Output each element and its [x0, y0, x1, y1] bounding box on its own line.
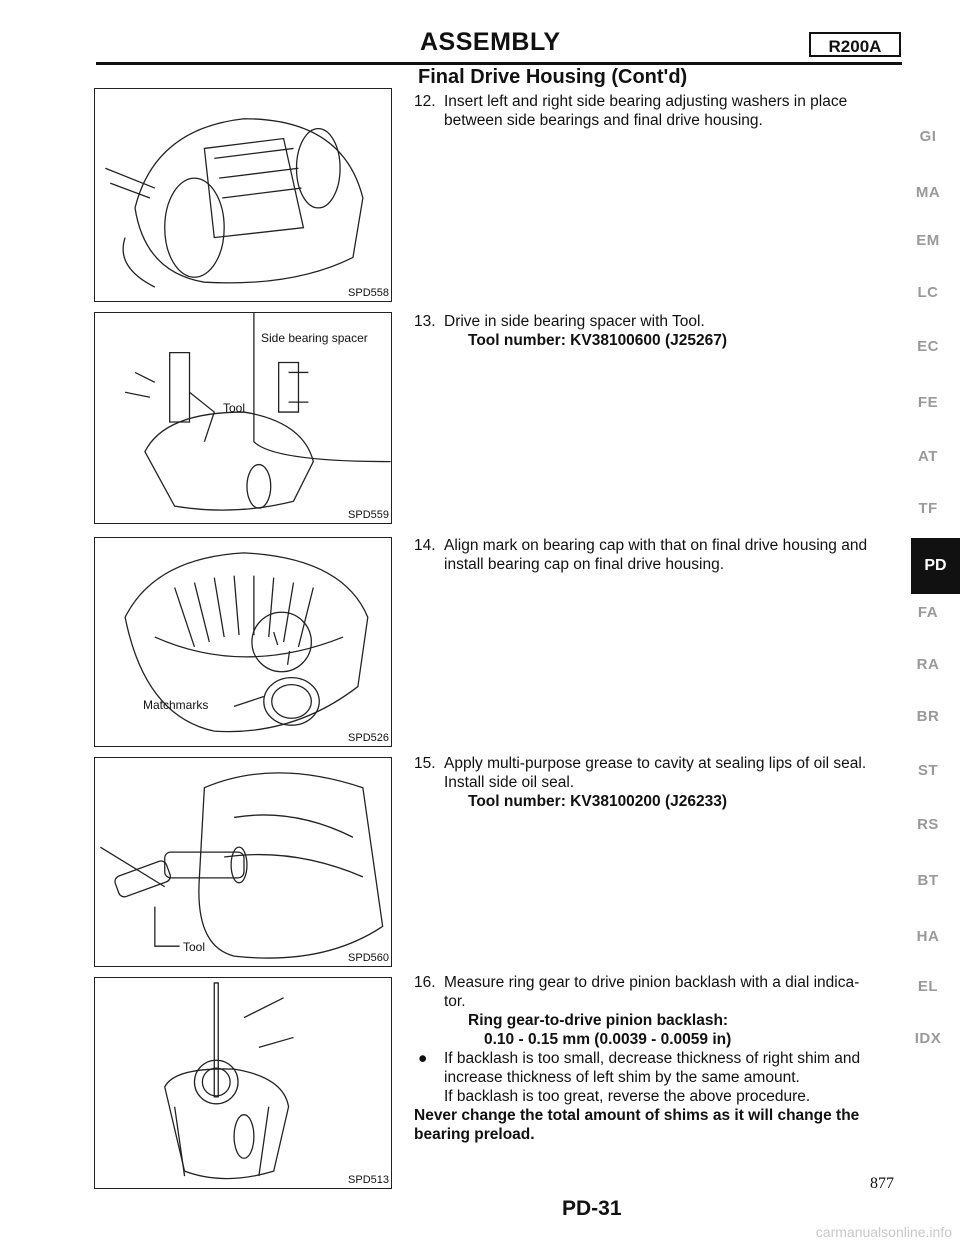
step-16 [414, 973, 910, 1144]
step-number: 15. [414, 755, 436, 772]
side-tab-ec[interactable]: EC [917, 338, 939, 355]
side-tab-em[interactable]: EM [916, 232, 940, 249]
side-tab-idx[interactable]: IDX [914, 1030, 942, 1047]
step-number: 13. [414, 313, 436, 330]
model-code-badge: R200A [809, 32, 901, 57]
watermark: carmanualsonline.info [815, 1224, 952, 1240]
bullet-dot: ● [418, 1050, 428, 1067]
side-tab-br[interactable]: BR [916, 708, 940, 725]
step-12 [414, 92, 910, 130]
spec-value: 0.10 - 0.15 mm (0.0039 - 0.0059 in) [484, 1031, 732, 1048]
figure-spd526 [94, 537, 392, 747]
label-matchmarks: Matchmarks [143, 698, 209, 712]
bearing-cap-matchmark-illustration [95, 538, 391, 746]
side-tab-tf[interactable]: TF [918, 500, 938, 517]
tool-number: Tool number: KV38100600 (J25267) [468, 332, 728, 349]
step-14 [414, 536, 910, 574]
step-text: Install side oil seal. [444, 774, 575, 791]
step-text: Measure ring gear to drive pinion backlash with a dial indica- [444, 974, 860, 991]
dial-indicator-illustration [95, 978, 391, 1188]
figure-spd560 [94, 757, 392, 967]
figure-spd513 [94, 977, 392, 1189]
side-tab-el[interactable]: EL [917, 978, 939, 995]
warning-text: bearing preload. [414, 1126, 535, 1143]
side-tab-st[interactable]: ST [917, 762, 939, 779]
spec-label: Ring gear-to-drive pinion backlash: [468, 1012, 729, 1029]
differential-housing-illustration [95, 89, 391, 301]
bullet-text: increase thickness of left shim by the same amount. [444, 1069, 800, 1086]
figure-code: SPD513 [348, 1174, 389, 1186]
step-text: Drive in side bearing spacer with Tool. [444, 313, 705, 330]
side-tab-bt[interactable]: BT [917, 872, 939, 889]
side-tab-pd-active[interactable]: PD [911, 538, 960, 594]
oil-seal-install-illustration [95, 758, 391, 966]
step-text: Align mark on bearing cap with that on final drive housing and [444, 537, 868, 554]
header-title: ASSEMBLY [420, 28, 561, 56]
side-tab-at[interactable]: AT [918, 448, 938, 465]
step-number: 16. [414, 974, 436, 991]
page-number: 877 [870, 1175, 894, 1192]
step-13 [414, 312, 910, 350]
figure-spd558 [94, 88, 392, 302]
side-tab-rs[interactable]: RS [917, 816, 939, 833]
side-tab-ma[interactable]: MA [915, 184, 941, 201]
figure-code: SPD526 [348, 732, 389, 744]
step-number: 12. [414, 93, 436, 110]
bullet-item [414, 1049, 910, 1106]
step-text: between side bearings and final drive housing. [444, 112, 763, 129]
page-code: PD-31 [562, 1197, 622, 1220]
figure-code: SPD560 [348, 952, 389, 964]
step-text: Insert left and right side bearing adjusting washers in place [444, 93, 848, 110]
tool-number: Tool number: KV38100200 (J26233) [468, 793, 728, 810]
bullet-text: If backlash is too great, reverse the above procedure. [444, 1088, 811, 1105]
label-tool: Tool [223, 401, 246, 415]
step-text: install bearing cap on final drive housing. [444, 556, 725, 573]
header-rule [96, 62, 902, 65]
step-text: Apply multi-purpose grease to cavity at sealing lips of oil seal. [444, 755, 867, 772]
figure-spd559 [94, 312, 392, 524]
figure-code: SPD558 [348, 287, 389, 299]
step-15 [414, 754, 910, 811]
warning-text: Never change the total amount of shims as it will change the [414, 1107, 860, 1124]
side-tab-fe[interactable]: FE [917, 394, 939, 411]
bullet-text: If backlash is too small, decrease thickness of right shim and [444, 1050, 861, 1067]
side-tab-gi[interactable]: GI [919, 128, 937, 145]
side-tab-lc[interactable]: LC [917, 284, 939, 301]
label-side-bearing-spacer: Side bearing spacer [261, 331, 368, 345]
side-tab-fa[interactable]: FA [917, 604, 939, 621]
figure-code: SPD559 [348, 509, 389, 521]
step-number: 14. [414, 537, 436, 554]
label-tool: Tool [183, 940, 206, 954]
side-tab-ra[interactable]: RA [916, 656, 940, 673]
step-text: tor. [444, 993, 466, 1010]
section-title: Final Drive Housing (Cont'd) [418, 66, 688, 88]
side-tab-ha[interactable]: HA [916, 928, 940, 945]
